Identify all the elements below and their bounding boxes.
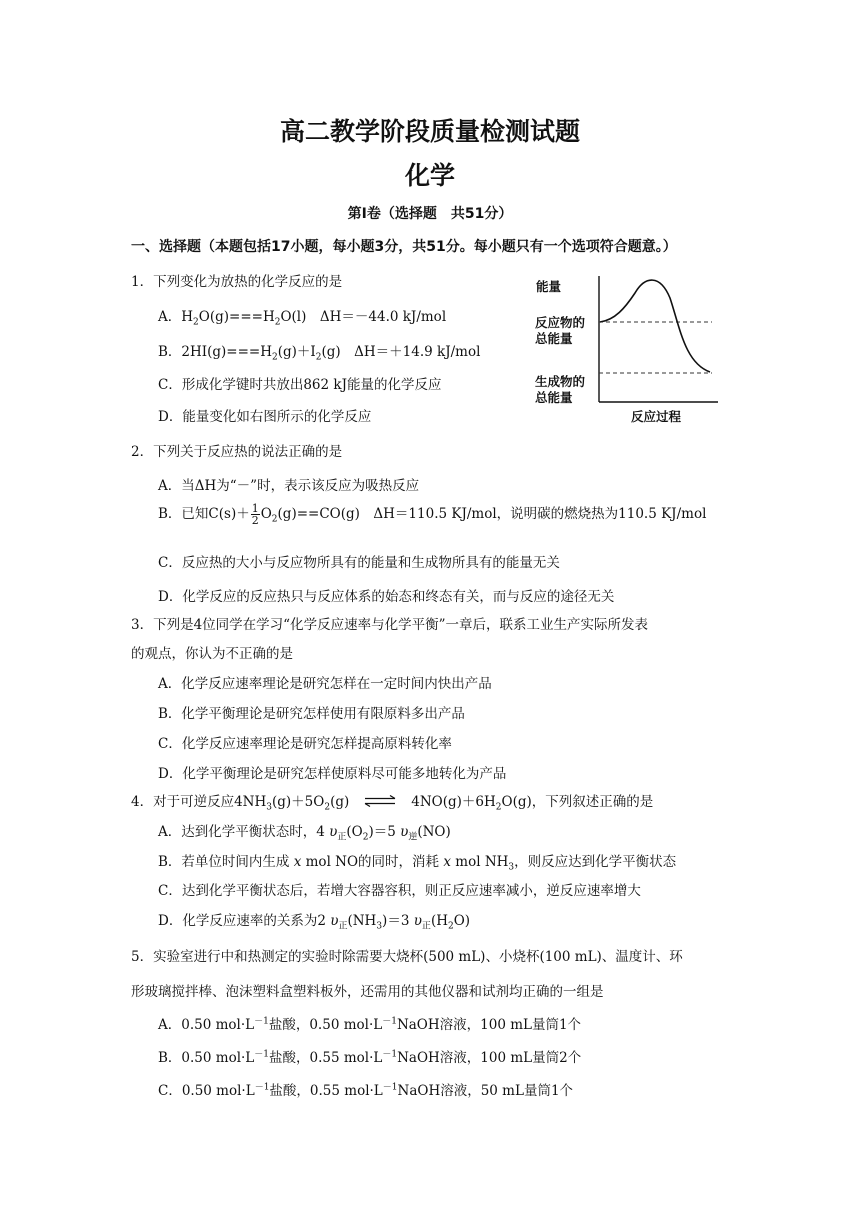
q4-option-a: A．达到化学平衡状态时，4 $\upsilon_正(O_2)=5$ $\upsilon_逆(NO)$ bbox=[158, 824, 451, 843]
q2-option-b: B．已知C(s)＋ $\frac{1}{2}$ $O_2(g)==CO(g)$ ΔH＝110.5 KJ/mol，说明碳的燃烧热为110.5 KJ/mol bbox=[158, 502, 707, 527]
energy-curve bbox=[600, 280, 710, 372]
q1-option-c: C．形成化学键时共放出862 kJ能量的化学反应 bbox=[158, 377, 442, 393]
fraction: $\frac{1}{2}$ bbox=[251, 502, 259, 527]
q3-stem-line2: 的观点，你认为不正确的是 bbox=[131, 646, 293, 662]
q4-stem: 4．对于可逆反应$4NH_3(g)+5O_2(g)$ $4NO(g)+6H_2O(g)$，下列叙述正确的是 bbox=[131, 794, 654, 813]
equilibrium-arrow-icon bbox=[363, 795, 397, 811]
exam-title: 高二教学阶段质量检测试题 bbox=[279, 117, 580, 146]
q5-option-b: B．0.50 $mol\cdot L^{-1}$盐酸，0.55 $mol\cdot L^{-1}NaOH$溶液，100 mL量筒2个 bbox=[158, 1049, 582, 1066]
q4-option-d: D．化学反应速率的关系为2 $\upsilon_正(NH_3)=3$ $\upsilon_正(H_2O)$ bbox=[158, 913, 471, 932]
diagram-reactant-label-1: 反应物的 bbox=[535, 315, 586, 330]
q1-option-a: A．$H_2O(g)===H_2O(l)$ ΔH＝－44.0 kJ/mol bbox=[158, 309, 447, 328]
diagram-reactant-label-2: 总能量 bbox=[535, 331, 573, 346]
q3-option-d: D．化学平衡理论是研究怎样使原料尽可能多地转化为产品 bbox=[158, 766, 507, 782]
q5-stem-line2: 形玻璃搅拌棒、泡沫塑料盒塑料板外，还需用的其他仪器和试剂均正确的一组是 bbox=[131, 984, 604, 1000]
diagram-y-label: 能量 bbox=[536, 279, 562, 294]
diagram-product-label-1: 生成物的 bbox=[535, 374, 586, 389]
q4-option-c: C．达到化学平衡状态后，若增大容器容积，则正反应速率减小，逆反应速率增大 bbox=[158, 883, 641, 899]
section-heading: 一、选择题（本题包括17小题，每小题3分，共51分。每小题只有一个选项符合题意。） bbox=[131, 239, 677, 255]
q5-stem-line1: 5．实验室进行中和热测定的实验时除需要大烧杯(500 mL)、小烧杯(100 mL)、温度计、环 bbox=[131, 949, 683, 965]
q3-option-a: A．化学反应速率理论是研究怎样在一定时间内快出产品 bbox=[158, 676, 492, 692]
q2-option-c: C．反应热的大小与反应物所具有的能量和生成物所具有的能量无关 bbox=[158, 555, 560, 571]
q5-option-c: C．0.50 $mol\cdot L^{-1}$盐酸，0.55 $mol\cdot L^{-1}NaOH$溶液，50 mL量筒1个 bbox=[158, 1082, 574, 1099]
q1-option-d: D．能量变化如右图所示的化学反应 bbox=[158, 409, 372, 425]
q2-option-d: D．化学反应的反应热只与反应体系的始态和终态有关，而与反应的途径无关 bbox=[158, 589, 615, 605]
q4-option-b: B．若单位时间内生成 x mol NO的同时，消耗 x mol $NH_3$，则反应达到化学平衡状态 bbox=[158, 854, 677, 873]
subject-title: 化学 bbox=[404, 161, 455, 190]
q3-option-c: C．化学反应速率理论是研究怎样提高原料转化率 bbox=[158, 736, 452, 752]
q5-option-a: A．0.50 $mol\cdot L^{-1}$盐酸，0.50 $mol\cdot L^{-1}NaOH$溶液，100 mL量筒1个 bbox=[158, 1016, 582, 1033]
diagram-product-label-2: 总能量 bbox=[535, 390, 573, 405]
q2-stem: 2．下列关于反应热的说法正确的是 bbox=[131, 444, 343, 460]
q3-option-b: B．化学平衡理论是研究怎样使用有限原料多出产品 bbox=[158, 706, 465, 722]
diagram-x-label: 反应过程 bbox=[631, 409, 682, 424]
q1-stem: 1．下列变化为放热的化学反应的是 bbox=[131, 274, 343, 290]
q3-stem-line1: 3．下列是4位同学在学习“化学反应速率与化学平衡”一章后，联系工业生产实际所发表 bbox=[131, 617, 648, 633]
q2-option-a: A．当ΔH为“－”时，表示该反应为吸热反应 bbox=[158, 478, 420, 494]
energy-diagram bbox=[530, 268, 730, 428]
q1-option-b: B．$2HI(g)===H_2(g)+I_2(g)$ ΔH＝＋14.9 kJ/mol bbox=[158, 344, 481, 363]
volume-heading: 第Ⅰ卷（选择题 共51分） bbox=[347, 206, 513, 222]
